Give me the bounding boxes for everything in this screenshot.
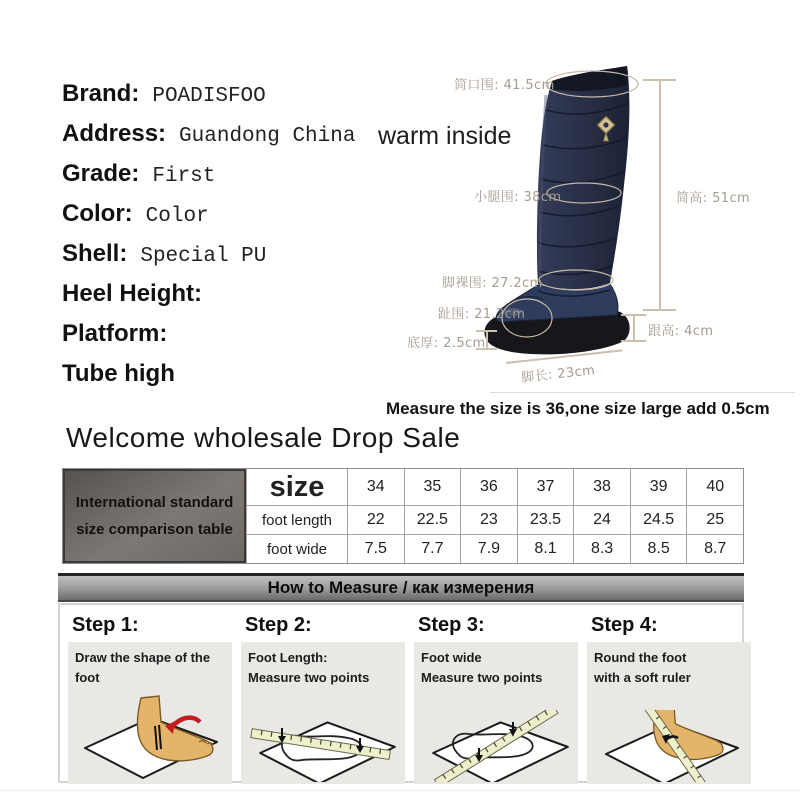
size-table-row-label: foot wide	[247, 535, 347, 563]
size-table-row-label: size	[247, 469, 347, 505]
step-4-illustration	[594, 710, 744, 782]
divider-line	[490, 392, 795, 393]
step-1-illustration	[75, 688, 225, 782]
size-table-cell: 25	[687, 506, 743, 534]
side-label-line1: International standard	[75, 494, 234, 511]
measure-steps-panel	[58, 603, 744, 783]
size-table-cell: 40	[687, 469, 743, 505]
side-label-line2: size comparison table	[76, 521, 233, 538]
attribute-row	[62, 320, 355, 360]
step-3-box	[414, 642, 578, 784]
step-3-title: Step 3:	[418, 614, 485, 636]
step-4-title: Step 4:	[591, 614, 658, 636]
attr-label: Grade:	[62, 160, 140, 187]
size-table-cell: 7.5	[348, 535, 404, 563]
calf-label: 小腿围: 38cm	[474, 190, 562, 205]
attr-label: Brand:	[62, 80, 140, 107]
size-table-cell: 22.5	[405, 506, 461, 534]
tube-opening-label: 简口围: 41.5cm	[454, 78, 555, 93]
attr-label: Shell:	[62, 240, 128, 267]
size-table-cell: 23.5	[518, 506, 574, 534]
welcome-heading: Welcome wholesale Drop Sale	[66, 422, 461, 453]
step-1	[68, 612, 232, 784]
ankle-label: 脚裸围: 27.2cm	[442, 276, 543, 291]
step-3-line1: Foot wide	[421, 650, 482, 665]
attr-label: Address:	[62, 120, 167, 147]
step-1-box	[68, 642, 232, 784]
attr-label: Platform:	[62, 320, 168, 347]
tube-height-tick-bottom	[643, 309, 676, 311]
attribute-row	[62, 120, 355, 160]
heel-height-tick-bottom	[621, 340, 646, 342]
attr-label: Heel Height:	[62, 280, 203, 307]
sole-thickness-line	[486, 331, 488, 349]
attr-value: Color	[145, 205, 209, 228]
size-table-side-label	[63, 469, 246, 563]
size-table-cell: 22	[348, 506, 404, 534]
bottom-edge-line	[0, 790, 800, 791]
size-table-cell: 36	[461, 469, 517, 505]
heel-height-line	[633, 315, 635, 341]
size-table-cell: 8.1	[518, 535, 574, 563]
foot-length-label: 脚长: 23cm	[520, 363, 596, 386]
step-1-line1: Draw the shape of the foot	[75, 650, 211, 686]
size-table-cell: 24	[574, 506, 630, 534]
step-2-line1: Foot Length:	[248, 650, 328, 665]
step-1-title: Step 1:	[72, 614, 139, 636]
attribute-row	[62, 80, 355, 120]
size-table-cell: 39	[631, 469, 687, 505]
tube-height-label: 简高: 51cm	[676, 191, 751, 206]
size-table-row-label: foot length	[247, 506, 347, 534]
attr-label: Tube high	[62, 360, 175, 387]
step-2-line2: Measure two points	[248, 670, 370, 686]
size-table-cell: 8.5	[631, 535, 687, 563]
step-4-line1: Round the foot	[594, 650, 687, 665]
size-table-cell: 24.5	[631, 506, 687, 534]
size-table-cell: 7.7	[405, 535, 461, 563]
attribute-row	[62, 360, 355, 400]
heel-height-label: 跟高: 4cm	[648, 324, 714, 339]
attribute-row	[62, 200, 355, 240]
step-4-box	[587, 642, 751, 784]
step-2-box	[241, 642, 405, 784]
attr-label: Color:	[62, 200, 133, 227]
product-attributes	[62, 80, 355, 400]
tube-height-line	[659, 80, 661, 310]
step-4-line2: with a soft ruler	[594, 670, 691, 686]
attr-value: First	[152, 165, 216, 188]
boot-shaft	[537, 66, 629, 289]
step-4	[587, 612, 751, 784]
size-table-cell: 8.3	[574, 535, 630, 563]
size-table-cell: 35	[405, 469, 461, 505]
attribute-row	[62, 240, 355, 280]
step-3-line2: Measure two points	[421, 670, 543, 686]
step-3	[414, 612, 578, 784]
size-table-cell: 37	[518, 469, 574, 505]
how-to-measure-header: How to Measure / как измерения	[58, 573, 744, 602]
step-2	[241, 612, 405, 784]
tube-height-tick-top	[643, 79, 676, 81]
size-table-cell: 7.9	[461, 535, 517, 563]
attribute-row	[62, 160, 355, 200]
attr-value: Guandong China	[179, 125, 356, 148]
warm-inside-label: warm inside	[378, 122, 512, 150]
size-table-cell: 34	[348, 469, 404, 505]
step-2-illustration	[248, 710, 398, 782]
size-table-cell: 8.7	[687, 535, 743, 563]
attr-value: POADISFOO	[152, 85, 266, 108]
attr-value: Special PU	[140, 245, 267, 268]
size-measure-note: Measure the size is 36,one size large add 0.5cm	[386, 399, 770, 418]
attribute-row	[62, 280, 355, 320]
toe-label: 趾围: 21.2cm	[438, 307, 526, 322]
size-table-grid	[62, 468, 744, 564]
heel-height-tick-top	[621, 314, 646, 316]
size-table-cell: 23	[461, 506, 517, 534]
sole-thickness-label: 底厚: 2.5cm	[407, 336, 486, 351]
size-table-cell: 38	[574, 469, 630, 505]
step-3-illustration	[421, 710, 571, 782]
step-2-title: Step 2:	[245, 614, 312, 636]
